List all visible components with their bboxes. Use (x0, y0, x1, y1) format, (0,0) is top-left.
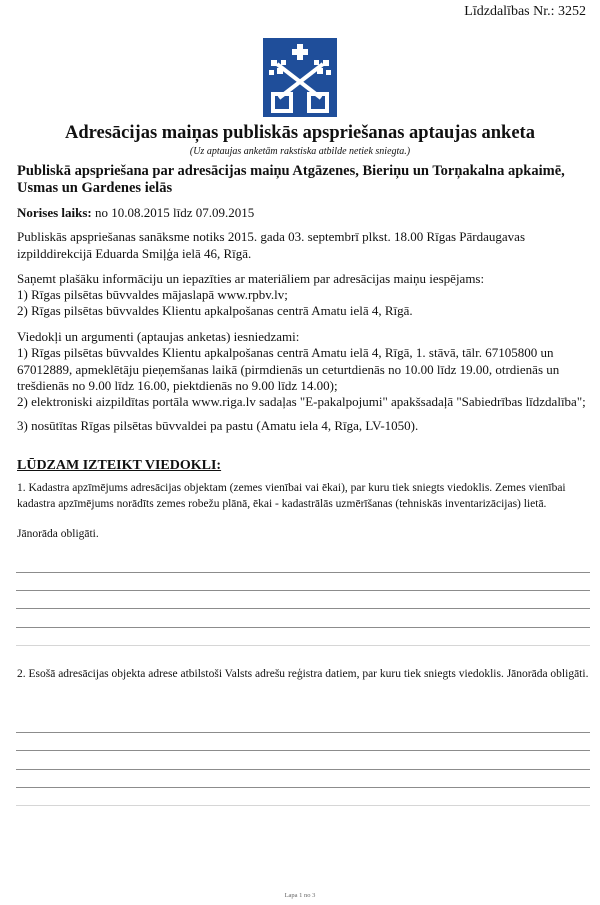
question-1-answer-line[interactable] (16, 590, 590, 591)
meeting-info: Publiskās apspriešanas sanāksme notiks 2015. gada 03. septembrī plkst. 18.00 Rīgas Pārdaugavas izpilddirekcijā Eduarda Smiļģa ielā 46, Rīgā. (17, 229, 526, 261)
question-2-answer-line[interactable] (16, 769, 590, 770)
period (17, 205, 592, 222)
document-subtitle: (Uz aptaujas anketām rakstiska atbilde netiek sniegta.) (189, 146, 411, 157)
question-1-required: Jānorāda obligāti. (17, 528, 99, 540)
question-2-answer-line[interactable] (16, 750, 590, 751)
page-number: Lapa 1 no 3 (284, 892, 316, 899)
info-intro: Saņemt plašāku informāciju un iepazīties ar materiāliem par adresācijas maiņu iespējams: (17, 271, 485, 286)
submission-item: 3) nosūtītas Rīgas pilsētas būvvaldei pa pastu (Amatu iela 4, Rīga, LV-1050). (17, 418, 419, 433)
submission-item: 2) elektroniski aizpildītas portāla www.riga.lv sadaļas "E-pakalpojumi" apakšsadaļā "Sabiedrības līdzdalība"; (17, 394, 586, 409)
consultation-heading: Publiskā apspriešana par adresācijas maiņu Atgāzenes, Bieriņu un Torņakalna apkaimē, Usmas un Gardenes ielās (17, 163, 565, 196)
form-lead: LŪDZAM IZTEIKT VIEDOKLI: (17, 458, 222, 473)
question-1-answer-line[interactable] (16, 608, 590, 609)
riga-keys-logo-icon (263, 38, 337, 117)
document-title: Adresācijas maiņas publiskās apspriešanas aptaujas anketa (65, 123, 535, 143)
question-1-text: 1. Kadastra apzīmējums adresācijas objektam (zemes vienībai vai ēkai), par kuru tiek sniegts viedoklis. Zemes vienībai kadastra apzīmējums norādīts zemes robežu plānā, ēkai - kadastrālās uzmērīšanas (tehniskās inventarizācijas) lietā. (17, 482, 566, 510)
question-2-answer-line[interactable] (16, 732, 590, 733)
question-2-answer-line[interactable] (16, 787, 590, 788)
question-1-answer-line[interactable] (16, 645, 590, 646)
period-value: no 10.08.2015 līdz 07.09.2015 (91, 205, 255, 220)
submission-item: 1) Rīgas pilsētas būvvaldes Klientu apkalpošanas centrā Amatu ielā 4, Rīgā, 1. stāvā, tālr. 67105800 un 67012889, apmeklētāju pieņemšanas laikā (pirmdienās un ceturtdienās no 10.00 līdz 19.00, otrdienās un trešdienās no 9.00 līdz 16.00, piektdienās no 9.00 līdz 14.00); (17, 345, 560, 393)
period-label: Norises laiks: (17, 205, 92, 220)
submission-intro: Viedokļi un argumenti (aptaujas anketas) iesniedzami: (17, 329, 300, 344)
question-1-answer-line[interactable] (16, 627, 590, 628)
question-2-answer-line[interactable] (16, 805, 590, 806)
question-2-text: 2. Esošā adresācijas objekta adrese atbilstoši Valsts adrešu reģistra datiem, par kuru tiek sniegts viedoklis. Jānorāda obligāti. (17, 668, 589, 680)
participation-number: Līdzdalības Nr.: 3252 (464, 4, 586, 19)
info-item: 2) Rīgas pilsētas būvvaldes Klientu apkalpošanas centrā Amatu ielā 4, Rīgā. (17, 303, 413, 318)
question-1-answer-line[interactable] (16, 572, 590, 573)
info-item: 1) Rīgas pilsētas būvvaldes mājaslapā www.rpbv.lv; (17, 287, 288, 302)
